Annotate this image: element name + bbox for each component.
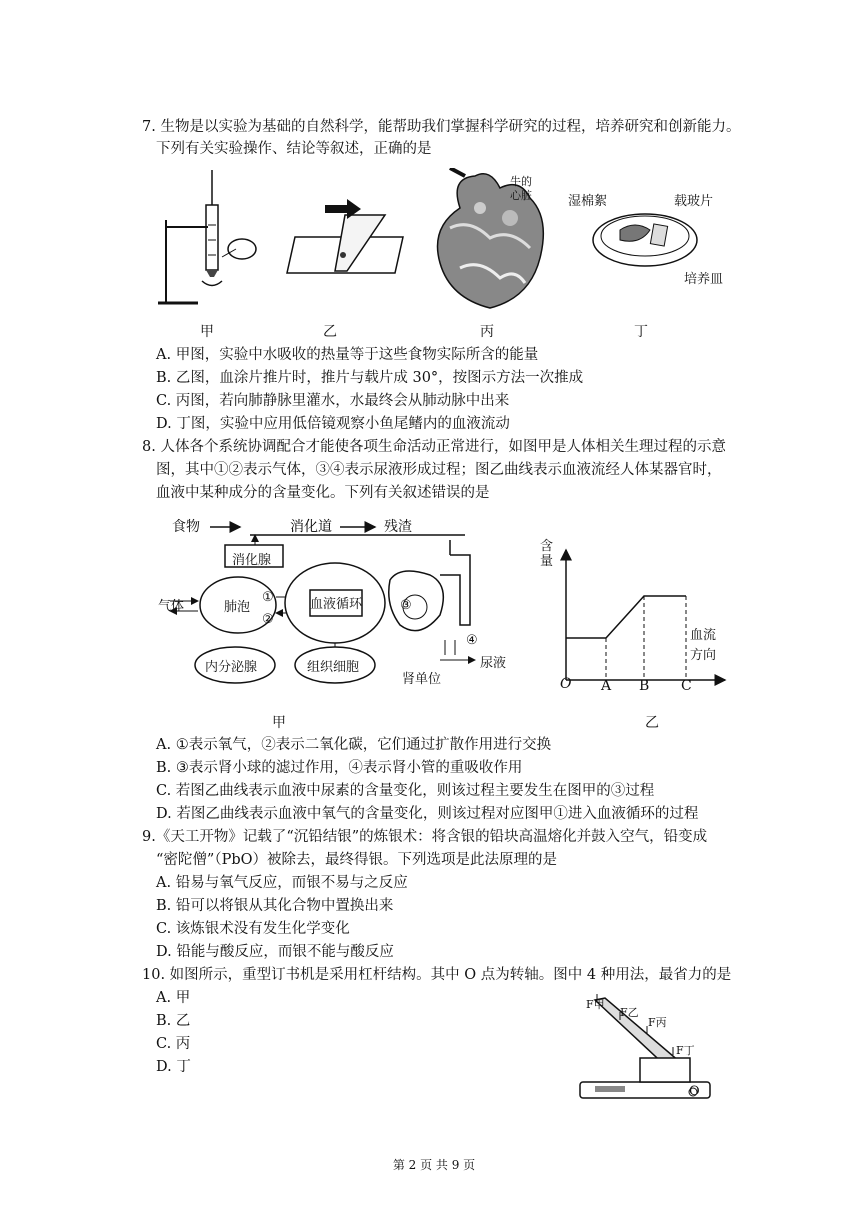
q7-figure-jia (150, 165, 270, 315)
q10-force-jia: F甲 (586, 998, 605, 1011)
q8-food: 食物 (172, 519, 200, 535)
q8-n2: ② (262, 612, 274, 627)
q10-pivot-o: O (689, 1084, 700, 1099)
page-footer: 第 2 页 共 9 页 (392, 1158, 476, 1172)
q7-option-d: D. 丁图，实验中应用低倍镜观察小鱼尾鳍内的血液流动 (156, 416, 510, 432)
q8-option-c: C. 若图乙曲线表示血液中尿素的含量变化，则该过程主要发生在图甲的③过程 (156, 783, 655, 799)
q7-figure-bing (430, 168, 570, 318)
q7-option-b: B. 乙图，血涂片推片时，推片与载片成 30°，按图示方法一次推成 (156, 370, 584, 386)
q8-nephron: 肾单位 (402, 672, 442, 687)
q7-figure-yi (285, 185, 415, 285)
q8-graph-tick-b: B (639, 678, 650, 694)
q8-n4: ④ (466, 633, 478, 648)
q10-force-bing: F丙 (648, 1016, 667, 1029)
q10-option-b: B. 乙 (156, 1013, 191, 1029)
q9-stem-line2: “密陀僧”（PbO）被除去，最终得银。下列选项是此法原理的是 (156, 852, 557, 868)
q8-n1: ① (262, 590, 274, 605)
q9-stem-line1: 9.《天工开物》记载了“沉铅结银”的炼银术：将含银的铅块高温熔化并鼓入空气，铅变成 (142, 829, 708, 845)
q8-alveoli: 肺泡 (224, 600, 251, 615)
q10-option-c: C. 丙 (156, 1036, 191, 1052)
q8-digestive-gland: 消化腺 (232, 553, 272, 568)
q10-stem: 10. 如图所示，重型订书机是采用杠杆结构。其中 O 点为转轴。图中 4 种用法，最省力的是 (142, 967, 732, 983)
q8-option-d: D. 若图乙曲线表示血液中氧气的含量变化，则该过程对应图甲①进入血液循环的过程 (156, 806, 699, 822)
q8-option-a: A. ①表示氧气，②表示二氧化碳，它们通过扩散作用进行交换 (156, 737, 552, 753)
q8-graph-flow-1: 血流 (690, 628, 717, 643)
q8-graph-tick-a: A (601, 678, 612, 694)
q7-cotton-label: 湿棉絮 (568, 194, 608, 209)
q7-heart-label-1: 牛的 (510, 175, 532, 188)
q9-option-b: B. 铅可以将银从其化合物中置换出来 (156, 898, 394, 914)
q7-caption-bing: 丙 (480, 324, 494, 340)
q8-residue: 残渣 (384, 519, 412, 535)
q8-urine: 尿液 (480, 656, 507, 671)
q10-force-yi: F乙 (620, 1006, 639, 1019)
q7-dish-label: 培养皿 (684, 272, 724, 287)
q8-stem-line2: 图，其中①②表示气体，③④表示尿液形成过程；图乙曲线表示血液流经人体某器官时， (156, 462, 722, 478)
q8-n3: ③ (400, 598, 412, 613)
q7-stem-line2: 下列有关实验操作、结论等叙述，正确的是 (156, 141, 432, 157)
q8-graph-ylabel-2: 量 (540, 554, 554, 569)
q7-option-c: C. 丙图，若向肺静脉里灌水，水最终会从肺动脉中出来 (156, 393, 510, 409)
q8-graph-ylabel-1: 含 (540, 539, 554, 554)
q10-option-d: D. 丁 (156, 1059, 191, 1075)
q8-graph-tick-c: C (681, 678, 692, 694)
q8-food-label: 消化道 (290, 519, 332, 535)
q10-force-ding: F丁 (676, 1044, 695, 1057)
q7-caption-jia: 甲 (200, 324, 214, 340)
q8-stem-line3: 血液中某种成分的含量变化。下列有关叙述错误的是 (156, 485, 490, 501)
q8-tissue-cells: 组织细胞 (307, 660, 360, 675)
q9-option-a: A. 铅易与氧气反应，而银不易与之反应 (156, 875, 408, 891)
q8-graph-flow-2: 方向 (690, 648, 717, 663)
q7-heart-label-2: 心脏 (510, 189, 532, 202)
q8-gas: 气体 (158, 599, 185, 614)
q8-option-b: B. ③表示肾小球的滤过作用，④表示肾小管的重吸收作用 (156, 760, 523, 776)
q9-option-d: D. 铅能与酸反应，而银不能与酸反应 (156, 944, 394, 960)
q8-endocrine: 内分泌腺 (205, 660, 258, 675)
q10-option-a: A. 甲 (156, 990, 191, 1006)
q8-circulation: 血液循环 (310, 597, 363, 612)
q7-option-a: A. 甲图，实验中水吸收的热量等于这些食物实际所含的能量 (156, 347, 539, 363)
q8-stem-line1: 8. 人体各个系统协调配合才能使各项生命活动正常进行，如图甲是人体相关生理过程的示意 (142, 439, 726, 455)
q8-graph-origin: O (560, 676, 572, 692)
q7-caption-yi: 乙 (323, 324, 337, 340)
q9-option-c: C. 该炼银术没有发生化学变化 (156, 921, 350, 937)
q8-caption-yi: 乙 (645, 715, 659, 731)
q7-caption-ding: 丁 (634, 324, 648, 340)
q7-stem-line1: 7. 生物是以实验为基础的自然科学，能帮助我们掌握科学研究的过程，培养研究和创新能力。 (142, 119, 741, 135)
q8-caption-jia: 甲 (272, 715, 286, 731)
q7-slide-label: 载玻片 (674, 194, 714, 209)
